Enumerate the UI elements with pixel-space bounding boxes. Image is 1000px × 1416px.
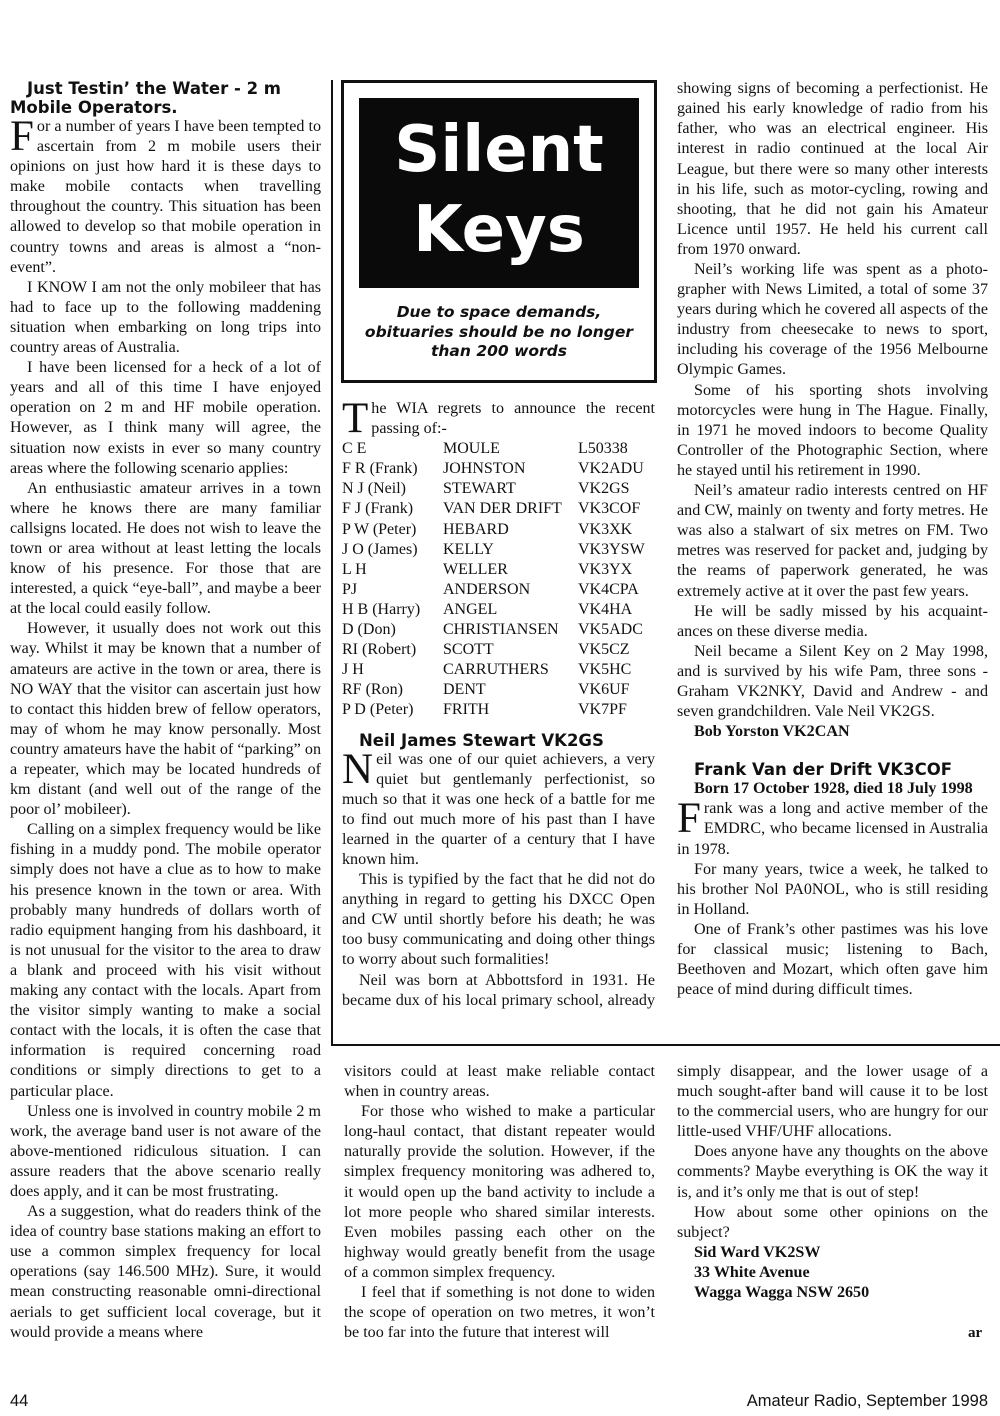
silent-key-row: [342, 640, 645, 660]
silent-key-given-name: J O (James): [342, 540, 418, 558]
obituary-title-neil: Neil James Stewart VK2GS: [359, 730, 604, 750]
author-street: 33 White Avenue: [694, 1263, 810, 1281]
obituary-title-frank: Frank Van der Drift VK3COF: [694, 760, 953, 780]
section-rule-left: [331, 80, 333, 1045]
silent-keys-note: Due to space demands, obituaries should be no longer than 200 words: [364, 303, 634, 360]
paragraph: For a number of years I have been tempted to ascertain from 2 m mobile users their opinions on just how hard it is these days to make mobile contacts when travelling throughout the country. This situation has been allowed to develop so that mobile operation in country towns and areas is almost a “non-event”.: [10, 113, 321, 276]
silent-key-callsign: VK2ADU: [578, 460, 644, 478]
paragraph: I KNOW I am not the only mobileer that has had to face up to the following maddening situation when embarking on long trips into country areas of Australia.: [10, 278, 321, 357]
silent-key-given-name: P W (Peter): [342, 520, 417, 538]
silent-key-given-name: RF (Ron): [342, 681, 403, 699]
silent-key-row: [342, 520, 645, 540]
silent-key-given-name: P D (Peter): [342, 701, 414, 719]
silent-key-callsign: VK5ADC: [578, 621, 643, 639]
silent-key-callsign: VK3XK: [578, 520, 633, 538]
paragraph: This is typified by the fact that he did not do anything in regard to getting his DXCC Open and CW until shortly before his death; he was too busy communicating and doing other things to worry about such formalities!: [342, 871, 655, 969]
silent-key-surname: SCOTT: [443, 641, 494, 659]
paragraph: visitors could at least make reliable contact when in country areas.: [344, 1063, 655, 1101]
silent-key-surname: MOULE: [443, 440, 500, 458]
section-rule-bottom: [331, 1044, 1000, 1046]
end-mark: ar: [968, 1325, 983, 1341]
silent-key-row: [342, 580, 645, 600]
paragraph: I feel that if something is not done to widen the scope of operation on two metres, it won’t be too far into the future that interest will: [344, 1284, 655, 1342]
silent-key-surname: KELLY: [443, 540, 494, 558]
silent-key-callsign: L50338: [578, 440, 628, 458]
paragraph: Some of his sporting shots involving motorcycles were hung in The Hague. Finally, in 1971 he moved indoors to become Quality Controller of the Photographic Section, where he stayed until his retirement in 1990.: [677, 381, 988, 479]
silent-key-callsign: VK3YX: [578, 560, 633, 578]
silent-key-row: [342, 499, 645, 519]
silent-key-surname: ANDERSON: [443, 580, 531, 598]
paragraph: However, it usually does not work out this way. Whilst it may be known that a number of amateurs are active in the town or area, there is NO WAY that the visitor can ascertain just how to contact this hidden brew of fellow operators, may of whom he may know personally. Most country amateurs have the habit of “parking” on a repeater, which may be located hundreds of km distant (and well out of the range of the poor ol’ mobileer).: [10, 620, 321, 819]
drop-cap: F: [677, 795, 701, 843]
paragraph: For those who wished to make a particular long-haul contact, that distant repeater would naturally provide the solution. However, if the simplex frequency monitoring was adhered to, it would open up the band activity to include a lot more people who shared similar interests. Even mobiles passing each other on the highway would greatly benefit from the usage of a common simplex frequency.: [344, 1103, 655, 1281]
silent-key-given-name: L H: [342, 560, 367, 578]
silent-key-row: [342, 540, 645, 560]
publication-footer: Amateur Radio, September 1998: [746, 1392, 988, 1410]
paragraph: An enthusiastic amateur arrives in a town where he knows there are many familiar callsigns located. He does not wish to leave the town or area without at least letting the locals know of his presence. For those that are interested, a quick “eye-ball”, and maybe a beer at the local could easily follow.: [10, 479, 321, 618]
author-town: Wagga Wagga NSW 2650: [694, 1284, 870, 1302]
silent-key-given-name: F J (Frank): [342, 500, 414, 518]
silent-key-callsign: VK6UF: [578, 681, 630, 699]
paragraph: As a suggestion, what do readers think of the idea of country base stations making an effort to use a common simplex frequency for local operations (say 146.500 MHz). Sure, it would mean constructing reasonable omni-directional aerials to get sufficient local coverage, but it would provide a means where: [10, 1203, 321, 1341]
paragraph: Neil was one of our quiet achievers, a very quiet but gentlemanly perfectionist, so much so that it was one heck of a battle for me to find out much more of his past than I have learned in the quarter of a century that I have known him.: [342, 745, 655, 868]
silent-key-surname: HEBARD: [443, 520, 509, 538]
silent-key-callsign: VK5HC: [578, 661, 632, 679]
silent-key-callsign: VK4CPA: [578, 580, 639, 598]
silent-key-callsign: VK2GS: [578, 480, 630, 498]
paragraph: Neil’s working life was spent as a photo-grapher with News Limited, a total of some 37 years during which he covered all aspects of the industry from cheesecake to news to sport, including his coverage of the 1956 Melbourne Olympic Games.: [677, 261, 988, 379]
silent-keys-column: [342, 395, 655, 1011]
paragraph: Unless one is involved in country mobile 2 m work, the average band user is not aware of the above-mentioned ridiculous situation. I can assure readers that the above scenario really does apply, and it can be most frustrating.: [10, 1102, 321, 1200]
paragraph: I have been licensed for a heck of a lot of years and all of this time I have enjoyed operation on 2 m and HF mobile operation. However, as I think many will agree, the situation now exists in ever so many country areas where the following scenario applies:: [10, 359, 321, 477]
silent-key-given-name: C E: [342, 440, 367, 458]
silent-keys-intro: The WIA regrets to announce the recent passing of:-: [342, 395, 655, 442]
paragraph: For many years, twice a week, he talked to his brother Nol PA0NOL, who is still residing in Holland.: [677, 860, 988, 918]
silent-key-row: [342, 459, 645, 479]
silent-key-surname: STEWART: [443, 480, 516, 498]
obituary-author: Bob Yorston VK2CAN: [694, 723, 850, 741]
silent-key-surname: JOHNSTON: [443, 460, 526, 478]
paragraph: Does anyone have any thoughts on the above comments? Maybe everything is OK the way it is, and it’s only me that is out of step!: [677, 1143, 988, 1201]
silent-key-given-name: H B (Harry): [342, 600, 421, 618]
silent-key-row: [342, 660, 645, 680]
silent-key-callsign: VK4HA: [578, 600, 633, 618]
silent-key-callsign: VK5CZ: [578, 641, 630, 659]
silent-key-callsign: VK3COF: [578, 500, 641, 518]
silent-key-row: [342, 560, 645, 580]
silent-keys-table: [342, 439, 645, 720]
paragraph: Calling on a simplex frequency would be like fishing in a muddy pond. The mobile operator simply does not have a clue as to how to make his presence known in the town or area. With probably many hundreds of dollars worth of radio equipment hanging from his dashboard, it is not unusual for the visitor to the area to draw a blank and proceed with his visit without making any contact with the locals. Apart from the visitor simply wanting to make a social contact with the locals, it is often the case that information is required concerning road conditions or simply directions to get to a particular place.: [10, 821, 321, 1100]
obituary-dates: Born 17 October 1928, died 18 July 1998: [694, 780, 973, 798]
silent-key-surname: CARRUTHERS: [443, 661, 549, 679]
silent-key-surname: FRITH: [443, 701, 490, 719]
silent-key-row: [342, 479, 645, 499]
paragraph-continued: showing signs of becoming a perfectionist. He gained his early knowledge of radio from his father, who was an electrical engineer. His interest in radio continued at the local Air League, but there were so many other interests in his life, such as motor-cycling, rowing and shooting, that he did not gain his Amateur Licence until 1957. He held his current call from 1970 onward.: [677, 80, 988, 258]
silent-key-row: [342, 600, 645, 620]
silent-key-surname: WELLER: [443, 560, 508, 578]
paragraph: One of Frank’s other pastimes was his love for classical music; listening to Bach, Beethoven and Mozart, which often gave him peace of mind during difficult times.: [677, 920, 988, 999]
drop-cap: T: [342, 395, 369, 442]
silent-key-given-name: D (Don): [342, 621, 396, 639]
paragraph: Frank was a long and active member of the EMDRC, who became licensed in Australia in 1978.: [677, 795, 988, 858]
silent-key-given-name: RI (Robert): [342, 641, 417, 659]
article-title: Just Testin’ the Water - 2 m Mobile Operators.: [10, 79, 282, 117]
silent-key-given-name: PJ: [342, 580, 358, 598]
article-column-2: [344, 1062, 655, 1343]
paragraph: Neil became a Silent Key on 2 May 1998, and is survived by his wife Pam, three sons - Graham VK2NKY, David and Andrew - and seven grandchildren. Vale Neil VK2GS.: [677, 642, 988, 721]
silent-keys-box: [341, 80, 657, 383]
silent-keys-title: Silent Keys: [359, 98, 639, 288]
article-column-3: [677, 1062, 988, 1303]
paragraph: How about some other opinions on the subject?: [677, 1203, 988, 1241]
silent-key-given-name: N J (Neil): [342, 480, 406, 498]
silent-key-given-name: F R (Frank): [342, 460, 418, 478]
silent-key-callsign: VK7PF: [578, 701, 627, 719]
silent-key-surname: CHRISTIANSEN: [443, 621, 559, 639]
paragraph: He will be sadly missed by his acquaint-ances on these diverse media.: [677, 602, 988, 640]
silent-key-callsign: VK3YSW: [578, 540, 645, 558]
silent-key-given-name: J H: [342, 661, 364, 679]
silent-key-surname: DENT: [443, 681, 486, 699]
paragraph: Neil was born at Abbottsford in 1931. He became dux of his local primary school, already: [342, 971, 655, 1009]
paragraph: Neil’s amateur radio interests centred on HF and CW, mainly on twenty and forty metres. He was also a stalwart of six metres on FM. Two metres was reserved for packet and, judging by the reams of paperwork generated, he was extremely active at it over the past few years.: [677, 482, 988, 600]
page-number: 44: [10, 1392, 29, 1410]
silent-key-row: [342, 680, 645, 700]
drop-cap: F: [10, 113, 34, 160]
silent-key-row: [342, 439, 645, 459]
silent-key-row: [342, 700, 645, 720]
silent-key-row: [342, 620, 645, 640]
silent-key-surname: ANGEL: [443, 600, 498, 618]
article-column-1: [10, 79, 321, 1343]
obituary-column-3: [677, 79, 988, 1000]
paragraph: simply disappear, and the lower usage of a much sought-after band will cause it to be lost to the commercial users, who are hungry for our little-used VHF/UHF allocations.: [677, 1063, 988, 1141]
drop-cap: N: [342, 745, 374, 793]
author-name: Sid Ward VK2SW: [694, 1243, 821, 1261]
silent-key-surname: VAN DER DRIFT: [443, 500, 562, 518]
